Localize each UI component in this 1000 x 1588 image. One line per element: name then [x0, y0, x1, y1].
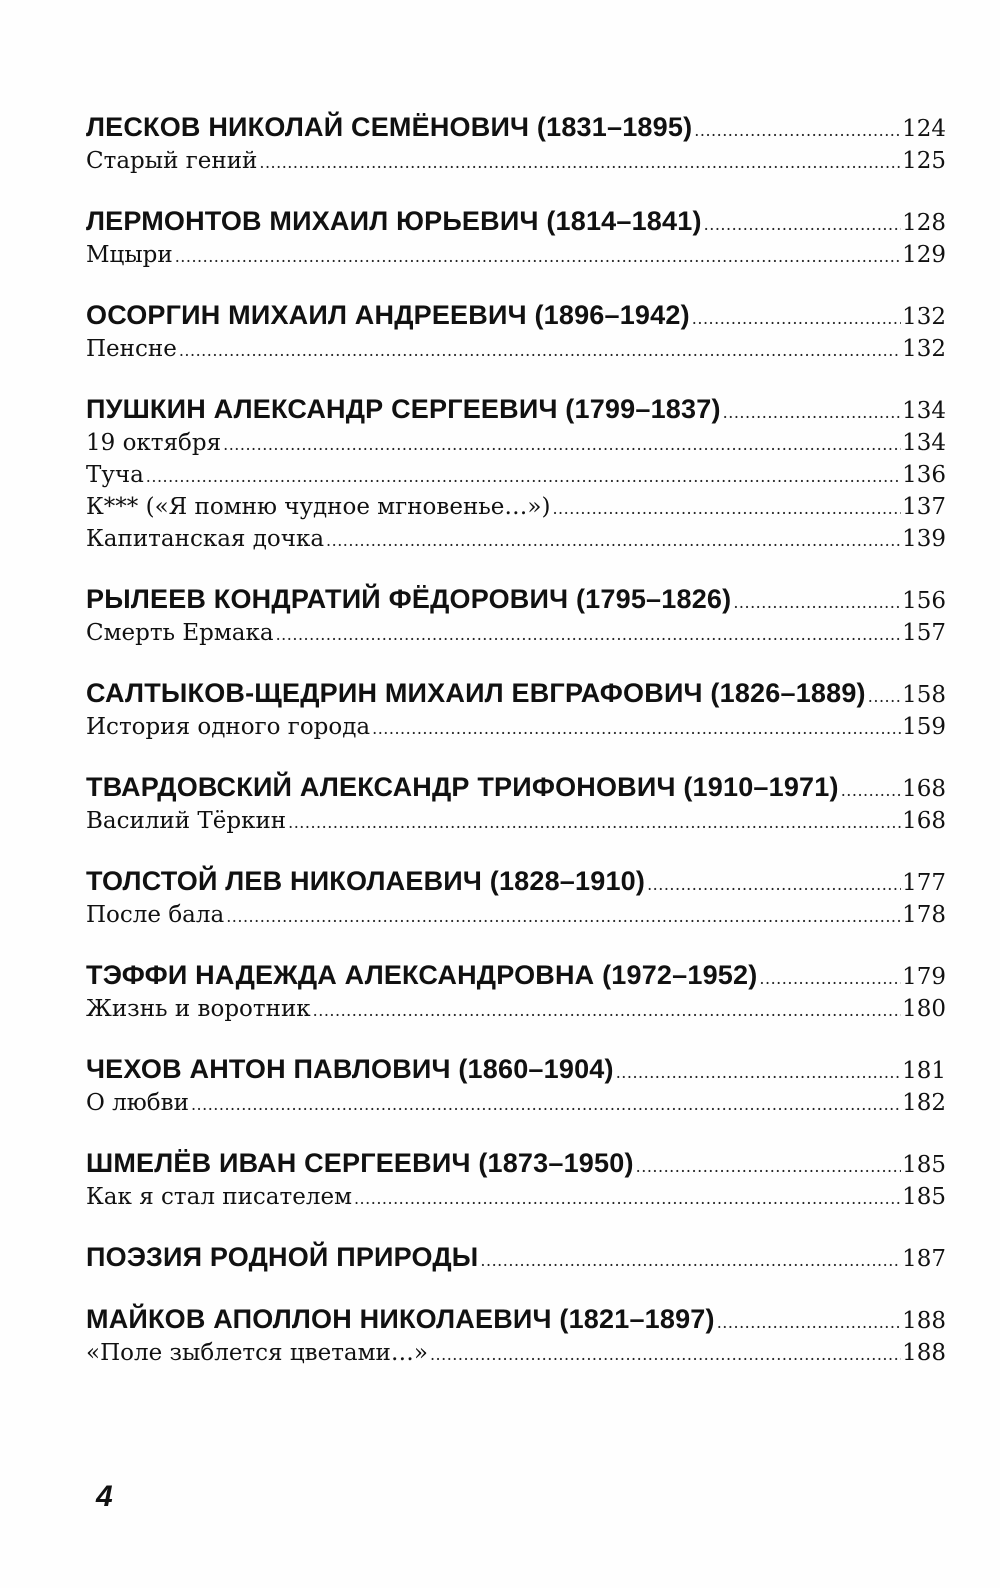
toc-work-entry: [86, 334, 946, 366]
toc-author-entry: [86, 960, 946, 994]
work-title: Капитанская дочка: [86, 526, 325, 552]
toc-work-entry: [86, 428, 946, 460]
page-ref: 134: [902, 398, 946, 424]
author-title: ТЭФФИ НАДЕЖДА АЛЕКСАНДРОВНА (1972–1952): [86, 960, 758, 990]
toc-work-entry: [86, 806, 946, 838]
dot-leader: [226, 901, 901, 932]
page-ref: 181: [902, 1058, 946, 1084]
toc-work-entry: [86, 146, 946, 178]
page-ref: 124: [902, 116, 946, 142]
author-title: ОСОРГИН МИХАИЛ АНДРЕЕВИЧ (1896–1942): [86, 300, 690, 330]
dot-leader: [841, 775, 901, 806]
page-ref: 137: [902, 494, 946, 520]
author-title: ЛЕСКОВ НИКОЛАЙ СЕМЁНОВИЧ (1831–1895): [86, 112, 693, 142]
dot-leader: [313, 995, 901, 1026]
author-title: ЛЕРМОНТОВ МИХАИЛ ЮРЬЕВИЧ (1814–1841): [86, 206, 702, 236]
page-ref: 125: [902, 148, 946, 174]
dot-leader: [259, 147, 901, 178]
dot-leader: [354, 1183, 901, 1214]
work-title: Мцыри: [86, 242, 173, 268]
work-title: «Поле зыблется цветами…»: [86, 1340, 428, 1366]
dot-leader: [647, 869, 901, 900]
page-ref: 188: [902, 1340, 946, 1366]
author-title: МАЙКОВ АПОЛЛОН НИКОЛАЕВИЧ (1821–1897): [86, 1304, 715, 1334]
page-ref: 185: [902, 1152, 946, 1178]
work-title: Как я стал писателем: [86, 1184, 352, 1210]
toc-author-entry: [86, 1242, 946, 1276]
page-ref: 134: [902, 430, 946, 456]
dot-leader: [288, 807, 901, 838]
toc-section: [86, 1054, 946, 1120]
toc-author-entry: [86, 584, 946, 618]
toc-work-entry: [86, 240, 946, 272]
toc-work-entry: [86, 618, 946, 650]
toc-author-entry: [86, 1304, 946, 1338]
work-title: После бала: [86, 902, 225, 928]
work-title: Пенсне: [86, 336, 177, 362]
dot-leader: [692, 303, 901, 334]
toc-work-entry: [86, 492, 946, 524]
toc-section: [86, 1242, 946, 1276]
dot-leader: [191, 1089, 901, 1120]
author-title: ШМЕЛЁВ ИВАН СЕРГЕЕВИЧ (1873–1950): [86, 1148, 634, 1178]
toc-section: [86, 772, 946, 838]
toc-author-entry: [86, 206, 946, 240]
toc-work-entry: [86, 1182, 946, 1214]
page-ref: 128: [902, 210, 946, 236]
toc-section: [86, 584, 946, 650]
page-number: 4: [96, 1480, 113, 1513]
work-title: Жизнь и воротник: [86, 996, 311, 1022]
toc-section: [86, 112, 946, 178]
page-ref: 136: [902, 462, 946, 488]
toc-section: [86, 866, 946, 932]
toc-author-entry: [86, 394, 946, 428]
author-title: ТОЛСТОЙ ЛЕВ НИКОЛАЕВИЧ (1828–1910): [86, 866, 646, 896]
author-title: ЧЕХОВ АНТОН ПАВЛОВИЧ (1860–1904): [86, 1054, 614, 1084]
toc-work-entry: [86, 1088, 946, 1120]
dot-leader: [430, 1339, 901, 1370]
page-ref: 178: [902, 902, 946, 928]
toc-work-entry: [86, 1338, 946, 1370]
toc-work-entry: [86, 712, 946, 744]
toc-section: [86, 1304, 946, 1370]
toc-work-entry: [86, 524, 946, 556]
author-title: ПУШКИН АЛЕКСАНДР СЕРГЕЕВИЧ (1799–1837): [86, 394, 721, 424]
table-of-contents: [86, 112, 946, 1370]
toc-author-entry: [86, 772, 946, 806]
page-ref: 168: [902, 776, 946, 802]
page-ref: 185: [902, 1184, 946, 1210]
toc-author-entry: [86, 678, 946, 712]
toc-author-entry: [86, 112, 946, 146]
toc-author-entry: [86, 866, 946, 900]
dot-leader: [704, 209, 901, 240]
page-ref: 182: [902, 1090, 946, 1116]
toc-section: [86, 678, 946, 744]
toc-section: [86, 960, 946, 1026]
toc-section: [86, 300, 946, 366]
dot-leader: [717, 1307, 901, 1338]
toc-work-entry: [86, 994, 946, 1026]
page-ref: 180: [902, 996, 946, 1022]
page-ref: 168: [902, 808, 946, 834]
work-title: История одного города: [86, 714, 371, 740]
page-ref: 132: [902, 304, 946, 330]
work-title: Смерть Ермака: [86, 620, 274, 646]
page-ref: 177: [902, 870, 946, 896]
page-ref: 179: [902, 964, 946, 990]
dot-leader: [616, 1057, 901, 1088]
author-title: ТВАРДОВСКИЙ АЛЕКСАНДР ТРИФОНОВИЧ (1910–1971): [86, 772, 839, 802]
dot-leader: [146, 461, 901, 492]
toc-section: [86, 206, 946, 272]
work-title: О любви: [86, 1090, 189, 1116]
dot-leader: [175, 241, 901, 272]
page-ref: 156: [902, 588, 946, 614]
work-title: Старый гений: [86, 148, 258, 174]
page-ref: 129: [902, 242, 946, 268]
page-ref: 132: [902, 336, 946, 362]
dot-leader: [636, 1151, 901, 1182]
dot-leader: [179, 335, 901, 366]
dot-leader: [723, 397, 901, 428]
section-title: ПОЭЗИЯ РОДНОЙ ПРИРОДЫ: [86, 1242, 479, 1272]
dot-leader: [326, 525, 901, 556]
work-title: Василий Тёркин: [86, 808, 287, 834]
toc-section: [86, 1148, 946, 1214]
page-ref: 187: [902, 1246, 946, 1272]
dot-leader: [552, 493, 901, 524]
dot-leader: [694, 115, 901, 146]
toc-author-entry: [86, 300, 946, 334]
dot-leader: [223, 429, 901, 460]
work-title: К*** («Я помню чудное мгновенье…»): [86, 494, 551, 520]
dot-leader: [480, 1245, 901, 1276]
dot-leader: [276, 619, 902, 650]
toc-section: [86, 394, 946, 556]
toc-work-entry: [86, 900, 946, 932]
page-ref: 157: [902, 620, 946, 646]
page-ref: 139: [902, 526, 946, 552]
dot-leader: [733, 587, 901, 618]
page-ref: 188: [902, 1308, 946, 1334]
work-title: 19 октября: [86, 430, 222, 456]
author-title: САЛТЫКОВ-ЩЕДРИН МИХАИЛ ЕВГРАФОВИЧ (1826–1889): [86, 678, 866, 708]
work-title: Туча: [86, 462, 144, 488]
dot-leader: [372, 713, 901, 744]
page-ref: 158: [902, 682, 946, 708]
toc-author-entry: [86, 1148, 946, 1182]
dot-leader: [868, 681, 901, 712]
toc-work-entry: [86, 460, 946, 492]
author-title: РЫЛЕЕВ КОНДРАТИЙ ФЁДОРОВИЧ (1795–1826): [86, 584, 732, 614]
dot-leader: [759, 963, 901, 994]
toc-author-entry: [86, 1054, 946, 1088]
page-ref: 159: [902, 714, 946, 740]
